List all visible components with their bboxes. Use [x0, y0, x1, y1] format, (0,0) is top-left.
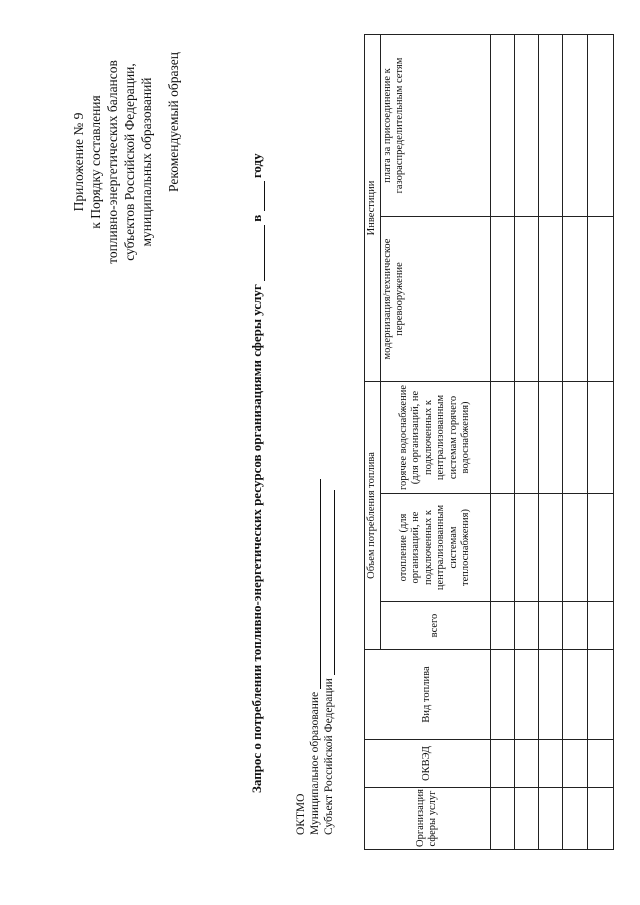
header-total: всего	[380, 602, 490, 650]
header-fuel-type: Вид топлива	[365, 650, 491, 740]
field-oktmo	[295, 794, 307, 835]
appendix-number: Приложение № 9	[71, 112, 86, 212]
municipality-blank	[320, 479, 321, 689]
table-row	[490, 35, 514, 850]
title-year-word: году	[249, 153, 264, 179]
fuel-consumption-table	[364, 34, 614, 850]
field-municipality	[309, 479, 321, 835]
appendix-line-2: к Порядку составления	[88, 95, 103, 229]
subject-blank	[334, 490, 335, 675]
recommended-sample-label: Рекомендуемый образец	[166, 51, 181, 192]
header-heating: отопление (для организаций, не подключенных к централизованным системам теплоснабжения)	[380, 494, 490, 602]
title-in-word: в	[249, 214, 264, 222]
subject-label: Субъект Российской Федерации	[323, 678, 335, 835]
municipality-label: Муниципальное образование	[309, 691, 321, 835]
appendix-line-3: топливно-энергетических балансов	[105, 60, 120, 264]
header-organization: Организация сферы услуг	[365, 788, 491, 850]
header-modernization: модернизация/техническое перевооружение	[380, 217, 490, 382]
header-consumption-volume: Объем потребления топлива	[365, 382, 381, 650]
appendix-line-5: муниципальных образований	[139, 77, 154, 247]
table-row	[538, 35, 562, 850]
appendix-header	[70, 12, 155, 312]
title-text: Запрос о потреблении топливно-энергетических ресурсов организациями сферы услуг	[249, 284, 264, 793]
table-row	[562, 35, 587, 850]
table-row	[587, 35, 613, 850]
oktmo-label: ОКТМО	[295, 793, 307, 835]
table-row	[514, 35, 538, 850]
header-gas-connection-fee: плата за присоединение к газораспределительным сетям	[380, 35, 490, 217]
header-hot-water: горячее водоснабжение (для организаций, не подключенных к централизованным системам горячего водоснабжения)	[380, 382, 490, 494]
document-title	[249, 153, 265, 793]
title-blank-2	[264, 181, 265, 211]
header-investments: Инвестиции	[365, 35, 381, 382]
header-okved: ОКВЭД	[365, 740, 491, 788]
appendix-line-4: субъектов Российской Федерации,	[122, 63, 137, 261]
title-blank-1	[264, 225, 265, 281]
field-subject	[323, 490, 335, 835]
